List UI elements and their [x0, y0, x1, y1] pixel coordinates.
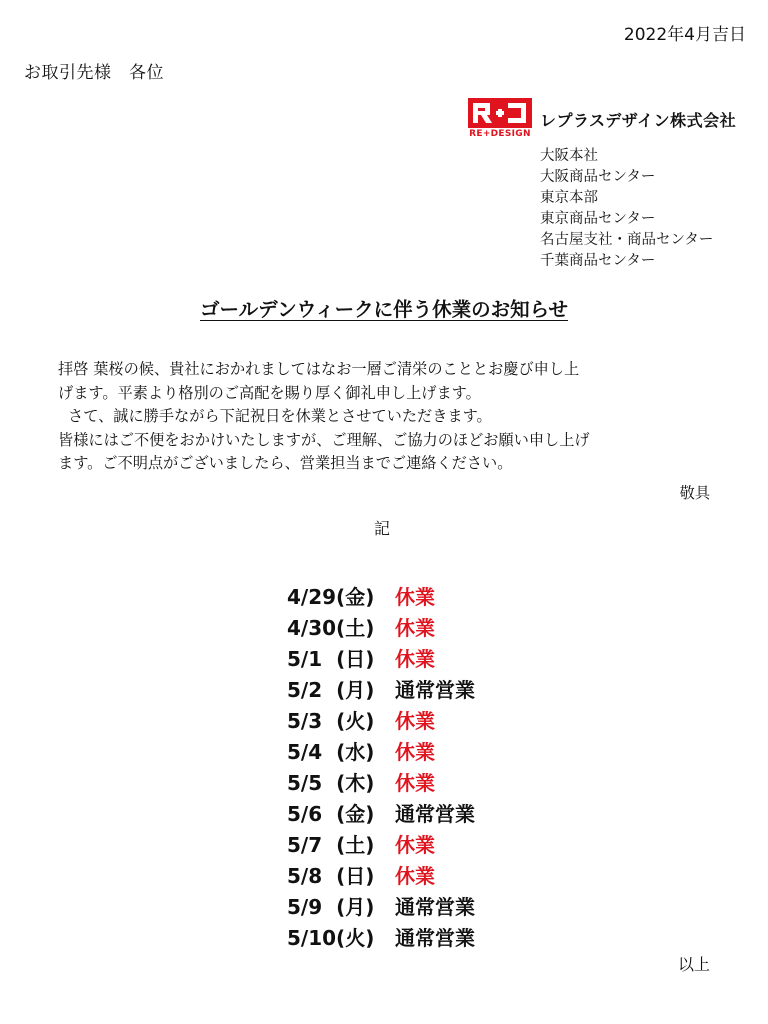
schedule-date: 5/10(火) [287, 926, 375, 950]
redesign-logo-mark [468, 98, 532, 128]
branch-item: 東京商品センター [540, 211, 656, 227]
schedule-date: 5/6 (金) [287, 802, 375, 826]
document-date: 2022年4月吉日 [623, 25, 746, 45]
schedule-status: 休業 [395, 709, 435, 733]
company-name: レプラスデザイン株式会社 [540, 111, 737, 130]
schedule-date: 5/9 (月) [287, 895, 375, 919]
body-line: 皆様にはご不便をおかけいたしますが、ご理解、ご協力のほどお願い申し上げ [58, 430, 590, 449]
schedule-date: 5/5 (木) [287, 771, 375, 795]
schedule-date: 4/30(土) [287, 616, 375, 640]
schedule-row [287, 923, 475, 954]
notice-body [58, 358, 720, 476]
branch-item: 大阪商品センター [540, 169, 656, 185]
company-logo [468, 98, 532, 139]
branch-item: 大阪本社 [540, 148, 598, 164]
addressee: お取引先様 各位 [24, 63, 164, 83]
schedule-date: 5/2 (月) [287, 678, 375, 702]
body-line: さて、誠に勝手ながら下記祝日を休業とさせていただきます。 [68, 407, 492, 425]
notice-title [0, 294, 768, 322]
schedule-row [287, 768, 475, 799]
branch-item: 東京本部 [540, 190, 598, 206]
ki-heading: 記 [374, 519, 391, 538]
schedule-date: 5/4 (水) [287, 740, 375, 764]
schedule-date: 5/1 (日) [287, 647, 375, 671]
schedule-status: 休業 [395, 771, 435, 795]
schedule-row [287, 675, 475, 706]
body-line: ます。ご不明点がございましたら、営業担当までご連絡ください。 [58, 454, 513, 472]
schedule-row [287, 644, 475, 675]
schedule-status: 休業 [395, 585, 435, 609]
closing-keigu: 敬具 [679, 484, 710, 502]
notice-title-text: ゴールデンウィークに伴う休業のお知らせ [200, 298, 568, 321]
holiday-schedule [287, 582, 475, 954]
schedule-row [287, 892, 475, 923]
schedule-status: 休業 [395, 647, 435, 671]
schedule-date: 4/29(金) [287, 585, 375, 609]
body-line: げます。平素より格別のご高配を賜り厚く御礼申し上げます。 [58, 383, 481, 402]
schedule-status: 休業 [395, 740, 435, 764]
schedule-row [287, 830, 475, 861]
schedule-row [287, 799, 475, 830]
logo-wordmark: RE+DESIGN [469, 129, 531, 139]
schedule-row [287, 737, 475, 768]
schedule-row [287, 861, 475, 892]
schedule-status: 通常営業 [395, 802, 475, 826]
body-line: 拝啓 葉桜の候、貴社におかれましてはなお一層ご清栄のこととお慶び申し上 [58, 360, 580, 378]
schedule-status: 通常営業 [395, 926, 475, 950]
schedule-status: 通常営業 [395, 895, 475, 919]
schedule-date: 5/3 (火) [287, 709, 375, 733]
schedule-status: 休業 [395, 616, 435, 640]
schedule-status: 通常営業 [395, 678, 475, 702]
schedule-status: 休業 [395, 864, 435, 888]
schedule-row [287, 613, 475, 644]
closing-ijo: 以上 [677, 955, 710, 974]
branch-list [540, 146, 713, 272]
schedule-status: 休業 [395, 833, 435, 857]
schedule-date: 5/8 (日) [287, 864, 375, 888]
schedule-row [287, 582, 475, 613]
schedule-date: 5/7 (土) [287, 833, 375, 857]
schedule-row [287, 706, 475, 737]
branch-item: 名古屋支社・商品センター [540, 232, 714, 248]
branch-item: 千葉商品センター [540, 253, 656, 269]
